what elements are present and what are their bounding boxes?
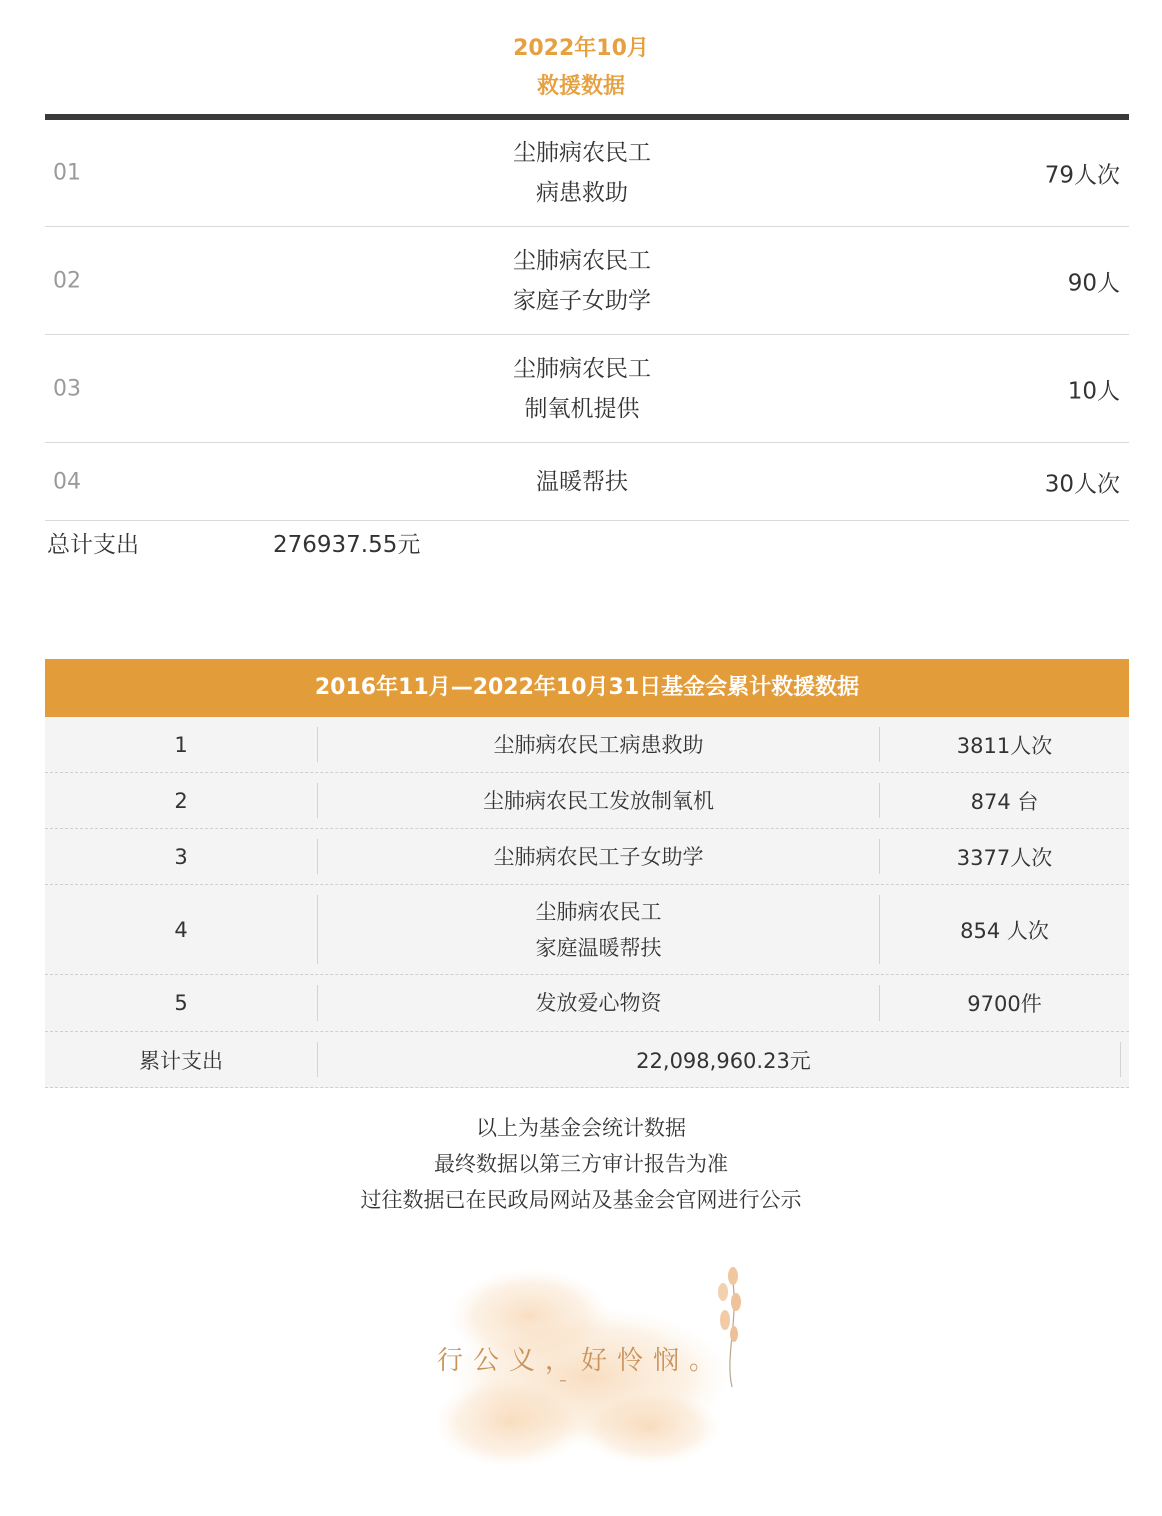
row-name-line: 尘肺病农民工子女助学 [493,844,704,869]
row-name-line: 尘肺病农民工病患救助 [493,732,704,757]
row-value: 90人 [1067,270,1120,296]
table-row [45,975,1129,1032]
row-name [45,133,1119,213]
header-title: 救援数据 [536,74,625,99]
total-label: 总计支出 [47,532,139,558]
row-name-line: 家庭温暖帮扶 [535,935,662,960]
row-value: 3811人次 [956,733,1053,758]
row-number: 01 [53,160,81,186]
footnote-line: 过往数据已在民政局网站及基金会官网进行公示 [360,1188,802,1212]
column-divider [1120,1042,1121,1077]
motto: 行公义，好怜悯。 [436,1346,725,1376]
row-name-line: 尘肺病农民工 [535,899,662,924]
cumulative-total-label: 累计支出 [139,1048,223,1073]
row-name-line: 病患救助 [536,180,628,206]
monthly-total [47,526,421,559]
footnote-line: 以上为基金会统计数据 [476,1116,686,1140]
monthly-table [45,120,1129,521]
row-value: 874 台 [970,789,1039,814]
row-name-line: 尘肺病农民工 [513,140,651,166]
table-row [45,773,1129,829]
cumulative-table [45,659,1129,1088]
row-name [318,839,879,875]
row-name [45,462,1119,502]
row-name [318,894,879,966]
monthly-row [45,120,1129,227]
row-value: 30人次 [1044,471,1120,497]
row-value: 79人次 [1044,162,1120,189]
row-index: 2 [174,788,188,813]
table-row [45,717,1129,773]
row-index: 5 [174,991,188,1015]
row-name-line: 制氧机提供 [524,395,640,422]
row-name [318,985,879,1021]
monthly-row [45,335,1129,443]
row-name [45,241,1119,321]
row-number: 02 [53,268,81,293]
table-row [45,829,1129,885]
row-name [318,727,879,763]
row-index: 1 [174,732,188,757]
cumulative-title: 2016年11月—2022年10月31日基金会累计救援数据 [45,659,1129,717]
footnotes [0,1110,1162,1218]
row-index: 4 [174,917,188,942]
row-value: 854 人次 [960,918,1049,943]
row-index: 3 [174,844,188,869]
row-name-line: 温暖帮扶 [536,468,628,495]
row-name [45,349,1119,429]
page-header [0,30,1162,106]
monthly-row [45,227,1129,335]
row-name-line: 尘肺病农民工 [513,247,651,274]
row-number: 04 [53,469,81,494]
table-row [45,885,1129,975]
row-number: 03 [53,376,81,401]
table-row-total [45,1032,1129,1088]
row-value: 3377人次 [956,845,1053,870]
row-name [318,783,879,819]
footnote-line: 最终数据以第三方审计报告为准 [434,1152,728,1176]
row-name-line: 家庭子女助学 [513,287,651,314]
row-value: 10人 [1067,378,1120,404]
row-value: 9700件 [967,992,1042,1016]
monthly-row [45,443,1129,521]
row-name-line: 发放爱心物资 [535,991,662,1015]
total-amount: 276937.55元 [273,532,421,558]
cumulative-total-amount: 22,098,960.23元 [636,1048,811,1073]
header-date: 2022年10月 [513,36,649,61]
row-name-line: 尘肺病农民工发放制氧机 [483,788,714,813]
row-name-line: 尘肺病农民工 [513,355,651,382]
